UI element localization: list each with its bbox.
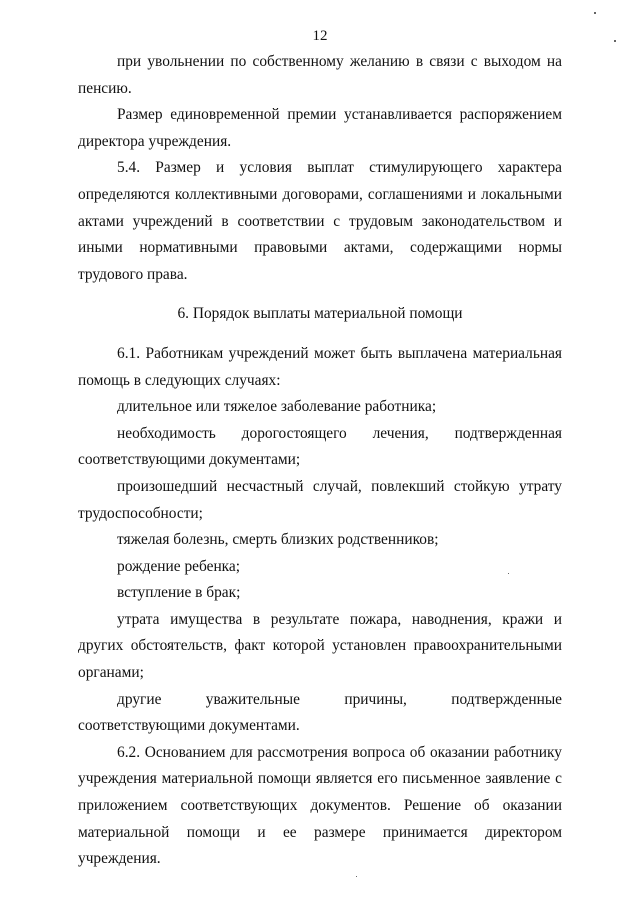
scan-speck [508, 573, 509, 574]
list-item-property-loss: утрата имущества в результате пожара, наводнения, кражи и других обстоятельств, факт которой установлен правоохранительными органами; [78, 610, 562, 682]
list-item-childbirth: рождение ребенка; [117, 557, 241, 575]
list-item-accident: произошедший несчастный случай, повлекший стойкую утрату трудоспособности; [78, 477, 562, 522]
list-item-illness: длительное или тяжелое заболевание работника; [117, 398, 437, 416]
section-heading-6: 6. Порядок выплаты материальной помощи [177, 305, 463, 323]
list-item-relatives: тяжелая болезнь, смерть близких родственников; [117, 531, 439, 549]
paragraph-retirement-dismissal: при увольнении по собственному желанию в связи с выходом на пенсию. [78, 53, 562, 97]
list-item-marriage: вступление в брак; [117, 584, 241, 602]
page-number: 12 [312, 28, 328, 44]
list-item-expensive-treatment: необходимость дорогостоящего лечения, подтвержденная соответствующими документами; [78, 424, 562, 469]
paragraph-5-4: 5.4. Размер и условия выплат стимулирующего характера определяются коллективными договорами, соглашениями и локальными актами учреждений в соответствии с трудовым законодательством и иными нормативными правовыми актами, содержащими нормы трудового права. [78, 159, 562, 283]
paragraph-bonus-size: Размер единовременной премии устанавливается распоряжением директора учреждения. [78, 106, 562, 150]
scan-speck [356, 876, 357, 877]
paragraph-6-2: 6.2. Основанием для рассмотрения вопроса об оказании работнику учреждения материальной помощи является его письменное заявление с приложением соответствующих документов. Решение об оказании материальной помощи и ее размере принимается директором учреждения. [78, 743, 562, 868]
paragraph-6-1: 6.1. Работникам учреждений может быть выплачена материальная помощь в следующих случаях: [78, 344, 562, 389]
list-item-other-reasons: другие уважительные причины, подтвержденные соответствующими документами. [78, 690, 562, 735]
scan-speck [614, 40, 616, 42]
scan-speck [594, 12, 596, 14]
document-body [78, 49, 562, 873]
